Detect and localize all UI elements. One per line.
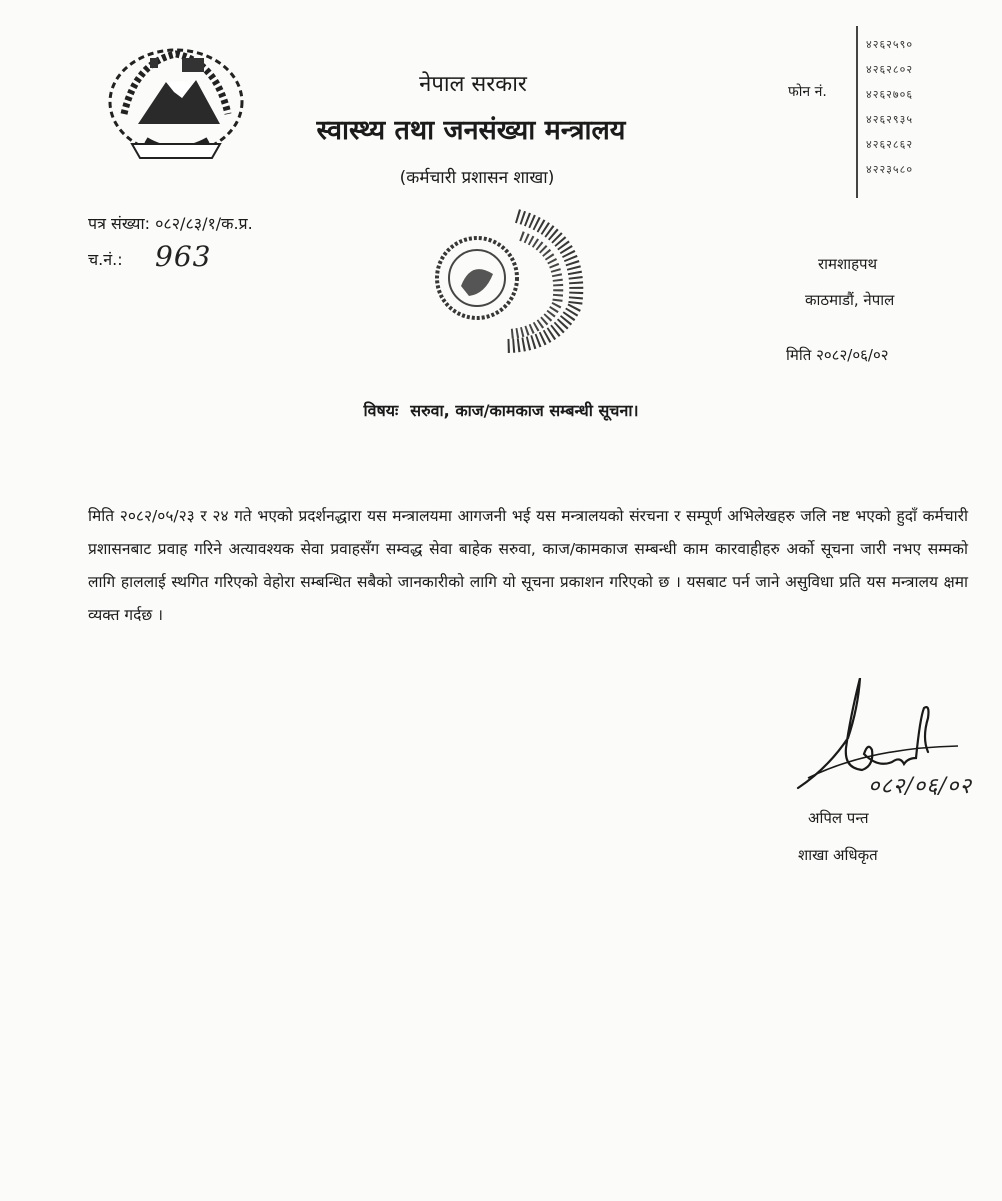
phone-number: ४२६२७०६ [866, 88, 914, 101]
date-value: २०८२/०६/०२ [816, 346, 889, 364]
letter-date [786, 345, 889, 365]
letter-number-label: पत्र संख्या: [88, 214, 150, 233]
ministry-title: स्वास्थ्य तथा जनसंख्या मन्त्रालय [316, 115, 626, 146]
address-street: रामशाहपथ [818, 255, 878, 273]
letter-number [88, 212, 253, 234]
phone-list [866, 32, 913, 182]
address-city: काठमाडौं, नेपाल [805, 291, 895, 309]
date-label: मिति [786, 346, 812, 364]
subject-line [0, 399, 1002, 421]
phone-divider [856, 26, 858, 198]
phone-number: ४२६२५९० [866, 38, 914, 51]
phone-number: ४२६२८०२ [866, 63, 914, 76]
branch-title: (कर्मचारी प्रशासन शाखा) [399, 168, 555, 188]
phone-number: ४२६२८६२ [866, 138, 914, 151]
subject-text: सरुवा, काज/कामकाज सम्बन्धी सूचना। [410, 401, 639, 420]
government-title: नेपाल सरकार [419, 72, 527, 97]
signer-name: अपिल पन्त [808, 809, 869, 827]
letter-number-value: ०८२/८३/१/क.प्र. [155, 214, 253, 233]
signer-title: शाखा अधिकृत [798, 846, 878, 864]
dispatch-number-value: 963 [155, 240, 212, 273]
dispatch-number-label: च.नं.: [88, 250, 123, 269]
ministry-stamp [425, 196, 595, 356]
notice-body: मिति २०८२/०५/२३ र २४ गते भएको प्रदर्शनद्धारा यस मन्त्रालयमा आगजनी भई यस मन्त्रालयको संरचना र सम्पूर्ण अभिलेखहरु जलि नष्ट भएको हुदाँ कर्मचारी प्रशासनबाट प्रवाह गरिने अत्यावश्यक सेवा प्रवाहसँग सम्वद्ध सेवा बाहेक सरुवा, काज/कामकाज सम्बन्धी काम कारवाहीहरु अर्को सूचना जारी नभए सम्मको लागि हाललाई स्थगित गरिएको वेहोरा सम्बन्धित सबैको जानकारीको लागि यो सूचना प्रकाशन गरिएको छ । यसबाट पर्न जाने असुविधा प्रति यस मन्त्रालय क्षमा व्यक्त गर्दछ । [88, 507, 968, 624]
phone-number: ४२२३५८० [866, 163, 914, 176]
phone-number: ४२६२९३५ [866, 113, 914, 126]
subject-label: विषयः [363, 401, 399, 420]
phone-label: फोन नं. [788, 84, 827, 100]
signature-date: ०८२/०६/०२ [868, 774, 972, 799]
